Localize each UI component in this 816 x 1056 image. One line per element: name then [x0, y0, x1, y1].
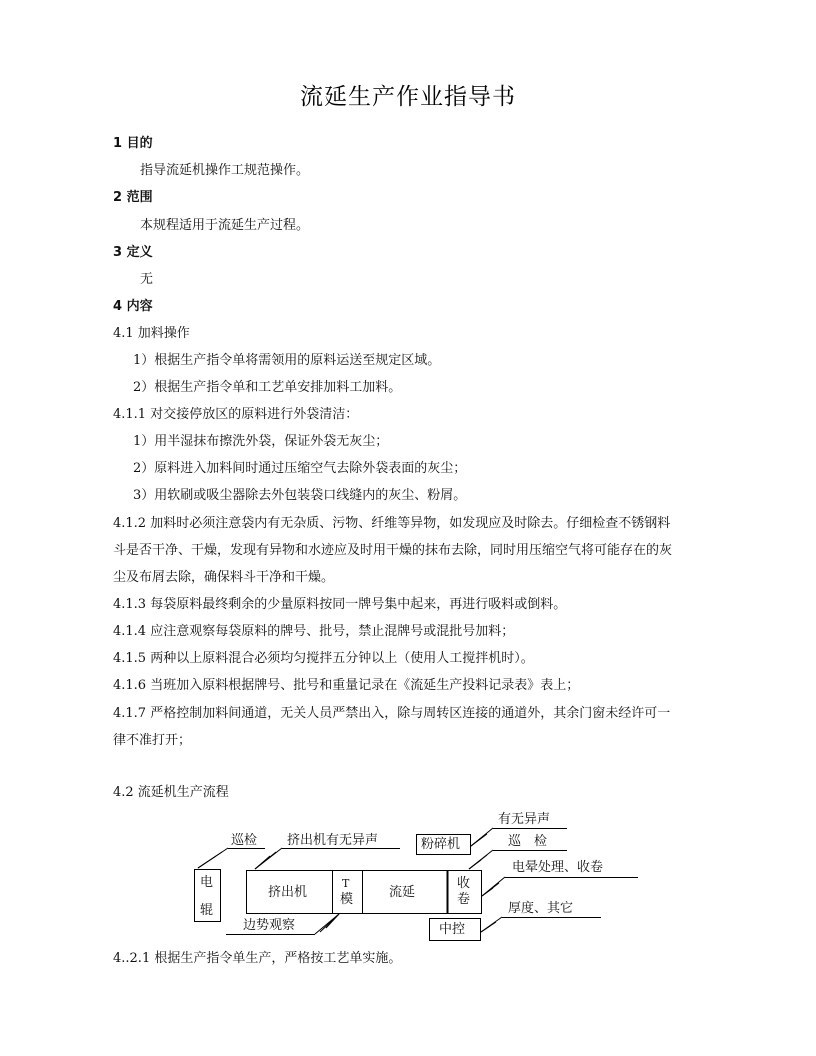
- paragraph-4-1-7-line: 4.1.7 严格控制加料间通道，无关人员严禁出入，除与周转区连接的通道外，其余门窗未经许可一: [113, 706, 671, 721]
- extruder-label: 挤出机: [268, 885, 308, 900]
- paragraph-4-1-7-line: 律不准打开；: [113, 733, 192, 748]
- paragraph-4-1-2-line: 斗是否干净、干燥，发现有异物和水迹应及时用干燥的抹布去除，同时用压缩空气将可能存在的灰: [113, 543, 673, 558]
- casting-label: 流延: [389, 885, 416, 900]
- paragraph-4-1-2-line: 4.1.2 加料时必须注意袋内有无杂质、污物、纤维等异物，如发现应及时除去。仔细检查不锈钢料: [113, 516, 671, 531]
- roller-label-2: 辊: [200, 903, 214, 918]
- subsection-4-1-heading: 4.1 加料操作: [113, 326, 190, 341]
- section-body-purpose: 指导流延机操作工规范操作。: [140, 163, 310, 178]
- section-heading-definition: 3 定义: [113, 245, 153, 260]
- paragraph-4-1-5: 4.1.5 两种以上原料混合必须均匀搅拌五分钟以上（使用人工搅拌机时）。: [113, 651, 534, 666]
- paragraph-4-1-6: 4.1.6 当班加入原料根据牌号、批号和重量记录在《流延生产投料记录表》表上；: [113, 678, 580, 693]
- section-heading-purpose: 1 目的: [113, 136, 153, 151]
- section-heading-content: 4 内容: [113, 299, 153, 314]
- callout-patrol-left: 巡检: [231, 833, 258, 848]
- winding-label-1: 收: [457, 876, 471, 891]
- winding-label-2: 卷: [457, 892, 471, 907]
- subsection-4-1-1-heading: 4.1.1 对交接停放区的原料进行外袋清洁：: [113, 407, 359, 422]
- callout-edge-observe: 边势观察: [243, 918, 296, 933]
- callout-patrol-right: 巡 检: [508, 834, 548, 849]
- tdie-label-1: T: [342, 877, 350, 890]
- paragraph-4-1-4: 4.1.4 应注意观察每袋原料的牌号、批号，禁止混牌号或混批号加料；: [113, 624, 515, 639]
- callout-thickness-other: 厚度、其它: [508, 901, 574, 916]
- subsection-4-2-heading: 4.2 流延机生产流程: [113, 785, 229, 800]
- control-label: 中控: [439, 922, 466, 937]
- list-item: 1）用半湿抹布擦洗外袋，保证外袋无灰尘；: [133, 434, 389, 449]
- paragraph-4-1-2-line: 尘及布屑去除，确保料斗干净和干燥。: [113, 570, 335, 585]
- list-item: 2）根据生产指令单和工艺单安排加料工加料。: [133, 380, 402, 395]
- paragraph-4-1-3: 4.1.3 每袋原料最终剩余的少量原料按同一牌号集中起来，再进行吸料或倒料。: [113, 597, 567, 612]
- page-title: 流延生产作业指导书: [300, 84, 516, 110]
- callout-noise-right: 有无异声: [498, 812, 551, 827]
- callout-corona-winding: 电晕处理、收卷: [512, 860, 604, 875]
- roller-label-1: 电: [200, 875, 214, 890]
- crusher-label: 粉碎机: [421, 837, 461, 852]
- callout-extruder-noise: 挤出机有无异声: [287, 833, 379, 848]
- list-item: 2）原料进入加料间时通过压缩空气去除外袋表面的灰尘；: [133, 461, 467, 476]
- section-heading-scope: 2 范围: [113, 190, 153, 205]
- section-body-scope: 本规程适用于流延生产过程。: [140, 218, 310, 233]
- tdie-label-2: 模: [340, 892, 354, 907]
- list-item: 3）用软刷或吸尘器除去外包装袋口线缝内的灰尘、粉屑。: [133, 488, 467, 503]
- section-body-definition: 无: [140, 272, 154, 287]
- paragraph-4-2-1: 4..2.1 根据生产指令单生产，严格按工艺单实施。: [113, 951, 402, 966]
- list-item: 1）根据生产指令单将需领用的原料运送至规定区域。: [133, 353, 441, 368]
